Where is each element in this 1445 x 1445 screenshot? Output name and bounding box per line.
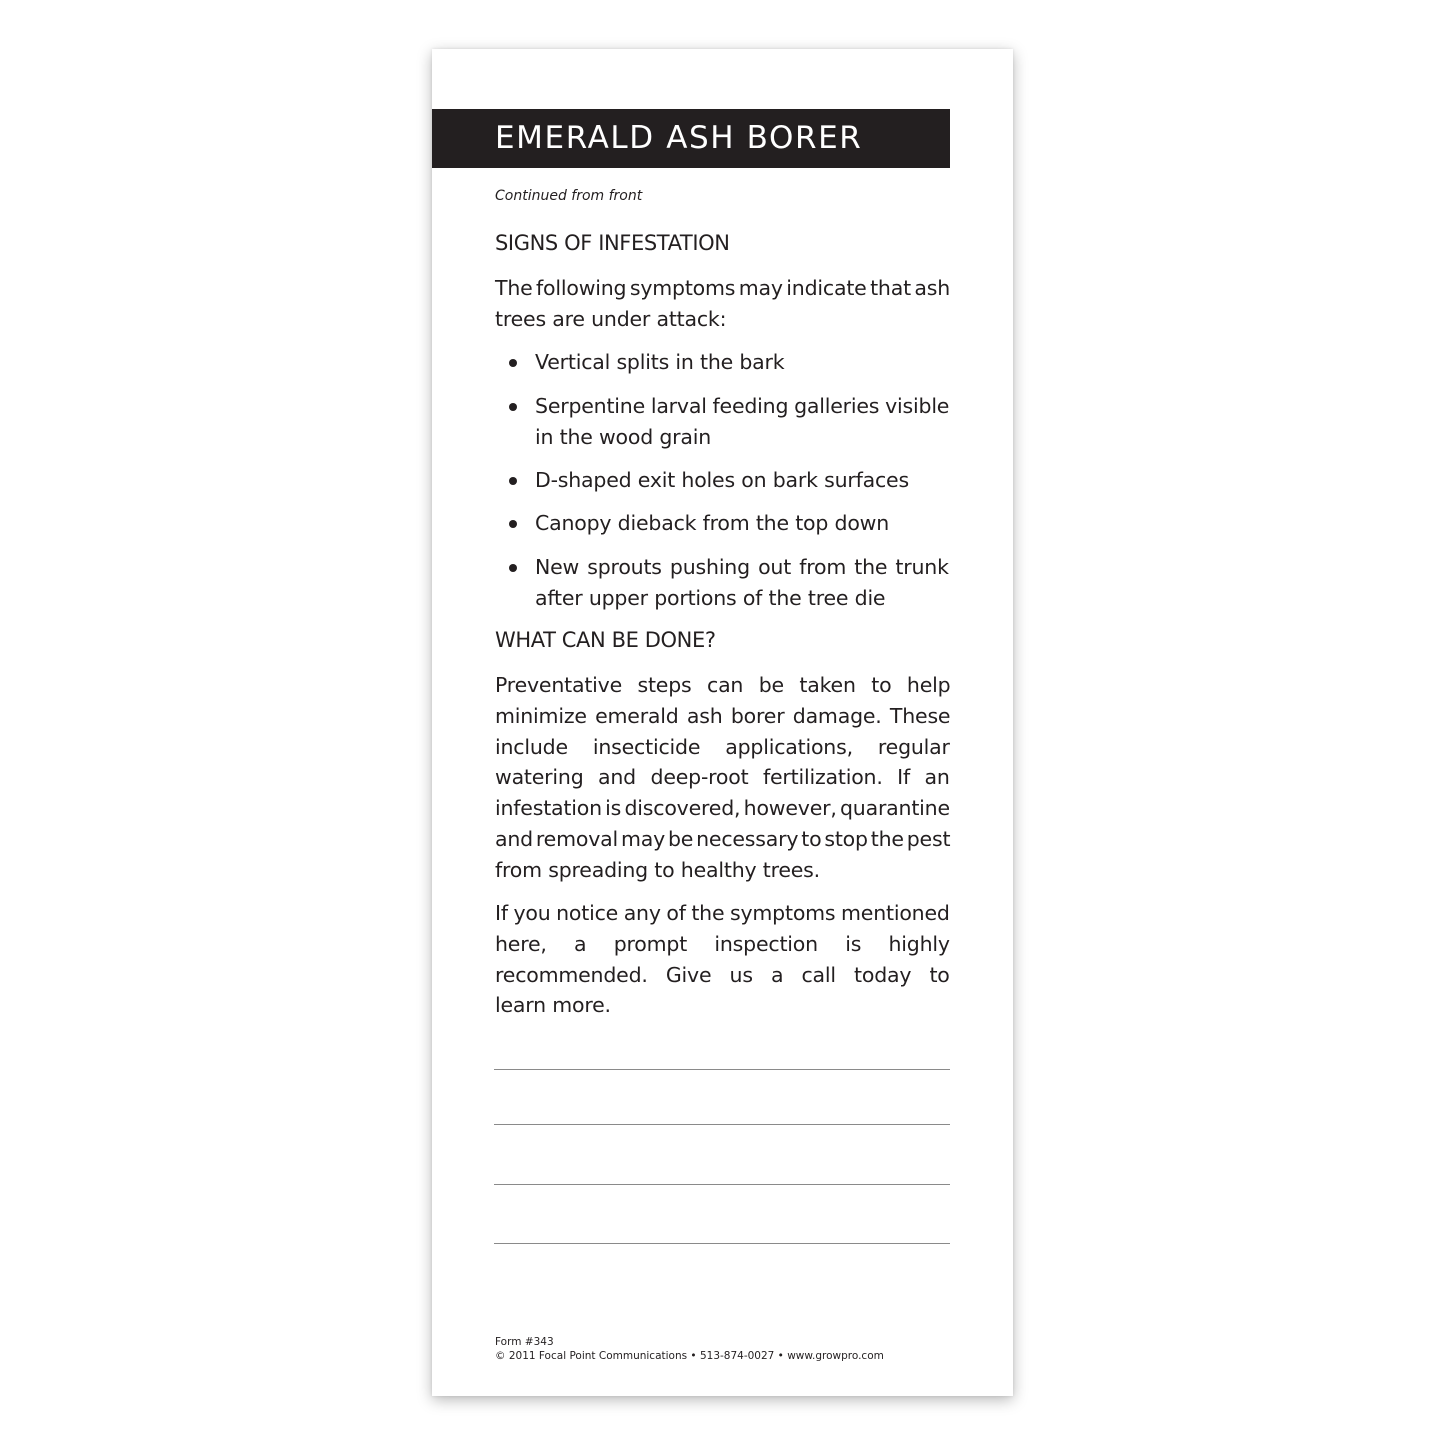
text-line: learn more. [495,993,611,1018]
info-card [432,49,1013,1396]
text-line: Canopy dieback from the top down [535,511,890,535]
text-line: Preventative steps can be taken to help [495,673,951,697]
bullet-icon [509,403,517,411]
section-heading-what-can-be-done: WHAT CAN BE DONE? [495,628,716,652]
text-line: recommended. Give us a call today to [495,962,950,987]
write-in-line [494,1124,950,1125]
text-line: include insecticide applications, regular [495,734,950,759]
bullet-icon [509,477,517,485]
bullet-icon [509,564,517,572]
write-in-line [494,1243,950,1244]
text-line: infestation is discovered, however, quarantine [495,796,950,821]
text-line: trees are under attack: [495,306,727,331]
title-banner [432,109,950,168]
text-line: from spreading to healthy trees. [495,857,820,882]
write-in-line [494,1069,950,1070]
bullet-icon [509,520,517,528]
text-line: The following symptoms may indicate that ash [495,276,951,300]
copyright-line: © 2011 Focal Point Communications • 513-874-0027 • www.growpro.com [495,1350,884,1362]
text-line: after upper portions of the tree die [535,585,886,610]
text-line: D-shaped exit holes on bark surfaces [535,468,909,492]
text-line: New sprouts pushing out from the trunk [535,555,949,579]
text-line: Serpentine larval feeding galleries visible [535,394,950,418]
what-paragraph-2 [495,898,950,1021]
text-line: minimize emerald ash borer damage. These [495,703,951,728]
text-line: and removal may be necessary to stop the pest [495,826,951,851]
text-line: Vertical splits in the bark [535,350,785,374]
page-title: EMERALD ASH BORER [495,120,863,156]
text-line: here, a prompt inspection is highly [495,931,950,956]
bullet-icon [509,359,517,367]
text-line: If you notice any of the symptoms mentioned [495,901,950,925]
signs-intro-paragraph [495,273,950,335]
continued-note: Continued from front [495,188,643,204]
form-number: Form #343 [495,1336,554,1348]
text-line: in the wood grain [535,424,712,449]
write-in-line [494,1184,950,1185]
what-paragraph-1 [495,670,950,886]
text-line: watering and deep-root fertilization. If an [495,765,950,790]
section-heading-signs: SIGNS OF INFESTATION [495,231,730,255]
